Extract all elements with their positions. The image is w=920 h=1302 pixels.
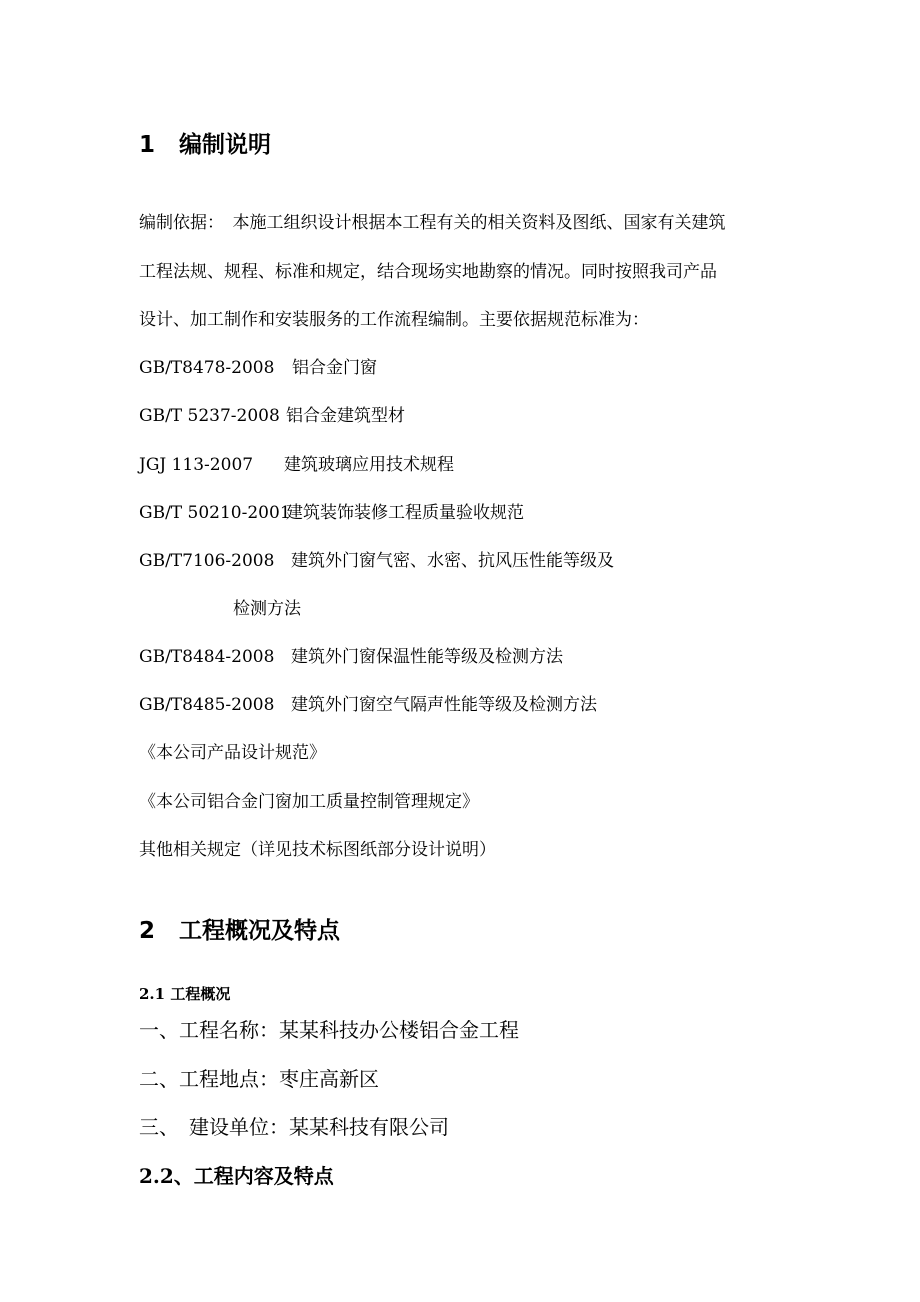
section-1-heading (139, 126, 271, 159)
overview-item: 二、工程地点：枣庄高新区 (139, 1067, 379, 1091)
standard-code: GB/T 50210-2001 (139, 503, 291, 523)
section-2-number: 2 (139, 918, 156, 944)
subsection-2-2-title: 2.2、工程内容及特点 (139, 1164, 334, 1188)
standard-name: 建筑外门窗保温性能等级及检测方法 (291, 647, 563, 667)
reference-item: 《本公司产品设计规范》 (139, 743, 326, 763)
standard-code: GB/T8484-2008 (139, 647, 275, 667)
standard-code: GB/T8478-2008 (139, 358, 275, 378)
standard-item (139, 401, 405, 426)
standard-code: GB/T 5237-2008 (139, 406, 280, 426)
basis-paragraph-line-1: 编制依据： 本施工组织设计根据本工程有关的相关资料及图纸、国家有关建筑 (139, 213, 726, 233)
reference-item: 其他相关规定（详见技术标图纸部分设计说明） (139, 840, 496, 860)
subsection-2-1-title: 2.1 工程概况 (139, 985, 231, 1003)
standard-item (139, 642, 563, 667)
overview-item: 一、工程名称：某某科技办公楼铝合金工程 (139, 1018, 519, 1042)
standard-item (139, 690, 597, 715)
standard-code: GB/T7106-2008 (139, 551, 275, 571)
standard-name: 建筑外门窗气密、水密、抗风压性能等级及 (291, 551, 614, 571)
standard-name: 铝合金门窗 (292, 358, 377, 378)
basis-paragraph-line-3: 设计、加工制作和安装服务的工作流程编制。主要依据规范标准为： (139, 310, 649, 330)
standard-code: JGJ 113-2007 (139, 455, 254, 475)
standard-item-continuation: 检测方法 (233, 599, 301, 619)
section-1-number: 1 (139, 132, 156, 158)
section-2-heading (139, 912, 340, 945)
standard-name: 建筑玻璃应用技术规程 (284, 455, 454, 475)
standard-code: GB/T8485-2008 (139, 695, 275, 715)
standard-item (139, 546, 614, 571)
basis-paragraph-line-2: 工程法规、规程、标准和规定，结合现场实地勘察的情况。同时按照我司产品 (139, 262, 717, 282)
standard-name: 建筑装饰装修工程质量验收规范 (286, 503, 524, 523)
standard-item (139, 353, 377, 378)
standard-name: 铝合金建筑型材 (286, 406, 405, 426)
reference-item: 《本公司铝合金门窗加工质量控制管理规定》 (139, 792, 479, 812)
overview-item: 三、 建设单位：某某科技有限公司 (139, 1115, 449, 1139)
section-2-title: 工程概况及特点 (179, 918, 340, 944)
standard-item (139, 498, 524, 523)
standard-item (139, 450, 454, 475)
section-1-title: 编制说明 (179, 132, 271, 158)
standard-name: 建筑外门窗空气隔声性能等级及检测方法 (291, 695, 597, 715)
